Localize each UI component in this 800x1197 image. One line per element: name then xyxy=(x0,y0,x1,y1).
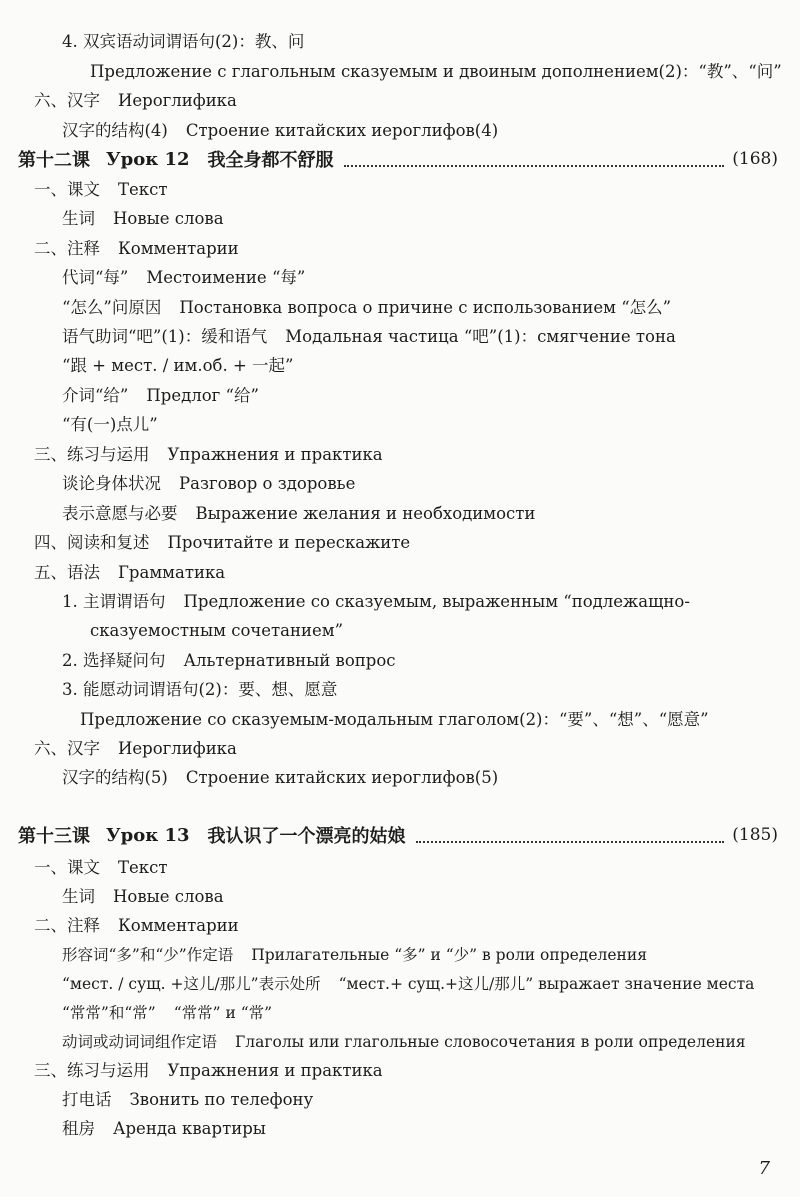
grammar-item-4-desc: Предложение с глагольным сказуемым и двоиным дополнением(2)：“教”、“问” xyxy=(90,62,782,81)
lesson-13-number: 第十三课 xyxy=(18,826,90,847)
l12-practice-2: 表示意愿与必要 Выражение желания и необходимости xyxy=(62,504,536,523)
lesson-12-title: 我全身都不舒服 xyxy=(207,150,334,171)
lesson-13-page: (185) xyxy=(732,825,778,845)
lesson-12-ru: Урок 12 xyxy=(106,148,190,170)
l12-note-6: “有(一)点儿” xyxy=(62,415,158,434)
l13-text: 一、课文 Текст xyxy=(34,858,168,877)
hanzi-structure-4: 汉字的结构(4) Строение китайских иероглифов(4) xyxy=(62,121,499,140)
l12-practice: 三、练习与运用 Упражнения и практика xyxy=(34,445,383,464)
lesson-13-ru: Урок 13 xyxy=(106,824,190,846)
l12-comments: 二、注释 Комментарии xyxy=(34,239,239,258)
l12-words: 生词 Новые слова xyxy=(62,209,224,228)
l13-practice-2: 租房 Аренда квартиры xyxy=(62,1119,266,1138)
grammar-item-4 xyxy=(62,30,304,54)
lesson-12-number: 第十二课 xyxy=(18,150,90,171)
l12-grammar-3: 3. 能愿动词谓语句(2)：要、想、愿意 xyxy=(62,680,338,699)
l13-comments: 二、注释 Комментарии xyxy=(34,916,239,935)
leader-dots xyxy=(344,155,725,167)
l12-hanzi: 六、汉字 Иероглифика xyxy=(34,739,237,758)
l13-practice: 三、练习与运用 Упражнения и практика xyxy=(34,1061,383,1080)
lesson-12-heading[interactable] xyxy=(18,146,778,172)
lesson-13-title: 我认识了一个漂亮的姑娘 xyxy=(207,826,406,847)
lesson-12-page: (168) xyxy=(732,149,778,169)
l12-note-2: “怎么”问原因 Постановка вопроса о причине с использованием “怎么” xyxy=(62,298,672,317)
l12-grammar-1-cont: сказуемостным сочетанием” xyxy=(90,621,344,640)
grammar-item-4-title: 4. 双宾语动词谓语句(2)：教、问 xyxy=(62,32,305,51)
leader-dots xyxy=(416,831,725,843)
l13-note-1: 形容词“多”和“少”作定语 Прилагательные “多” и “少” в роли определения xyxy=(62,946,647,964)
l13-practice-1: 打电话 Звонить по телефону xyxy=(62,1090,314,1109)
l12-grammar: 五、语法 Грамматика xyxy=(34,563,226,582)
l12-note-1: 代词“每” Местоимение “每” xyxy=(62,268,306,287)
l12-practice-1: 谈论身体状况 Разговор о здоровье xyxy=(62,474,356,493)
l13-words: 生词 Новые слова xyxy=(62,887,224,906)
section-hanzi: 六、汉字 Иероглифика xyxy=(34,91,237,110)
l12-grammar-3-desc: Предложение со сказуемым-модальным глаголом(2)：“要”、“想”、“愿意” xyxy=(80,710,709,729)
l12-grammar-2: 2. 选择疑问句 Альтернативный вопрос xyxy=(62,651,396,670)
l12-note-4: “跟 + мест. / им.об. + 一起” xyxy=(62,356,294,375)
lesson-13-heading[interactable] xyxy=(18,822,778,848)
l12-note-3: 语气助词“吧”(1)：缓和语气 Модальная частица “吧”(1)：смягчение тона xyxy=(62,327,676,346)
l13-note-2: “мест. / сущ. +这儿/那儿”表示处所 “мест.+ сущ.+这儿/那儿” выражает значение места xyxy=(62,975,755,993)
l12-grammar-1: 1. 主谓谓语句 Предложение со сказуемым, выраженным “подлежащно- xyxy=(62,592,690,611)
l12-note-5: 介词“给” Предлог “给” xyxy=(62,386,259,405)
l13-note-4: 动词或动词词组作定语 Глаголы или глагольные словосочетания в роли определения xyxy=(62,1033,746,1051)
page-number: 7 xyxy=(758,1158,770,1179)
l12-hanzi-structure: 汉字的结构(5) Строение китайских иероглифов(5) xyxy=(62,768,499,787)
l12-text: 一、课文 Текст xyxy=(34,180,168,199)
l12-reading: 四、阅读和复述 Прочитайте и перескажите xyxy=(34,533,411,552)
l13-note-3: “常常”和“常” “常常” и “常” xyxy=(62,1004,273,1022)
